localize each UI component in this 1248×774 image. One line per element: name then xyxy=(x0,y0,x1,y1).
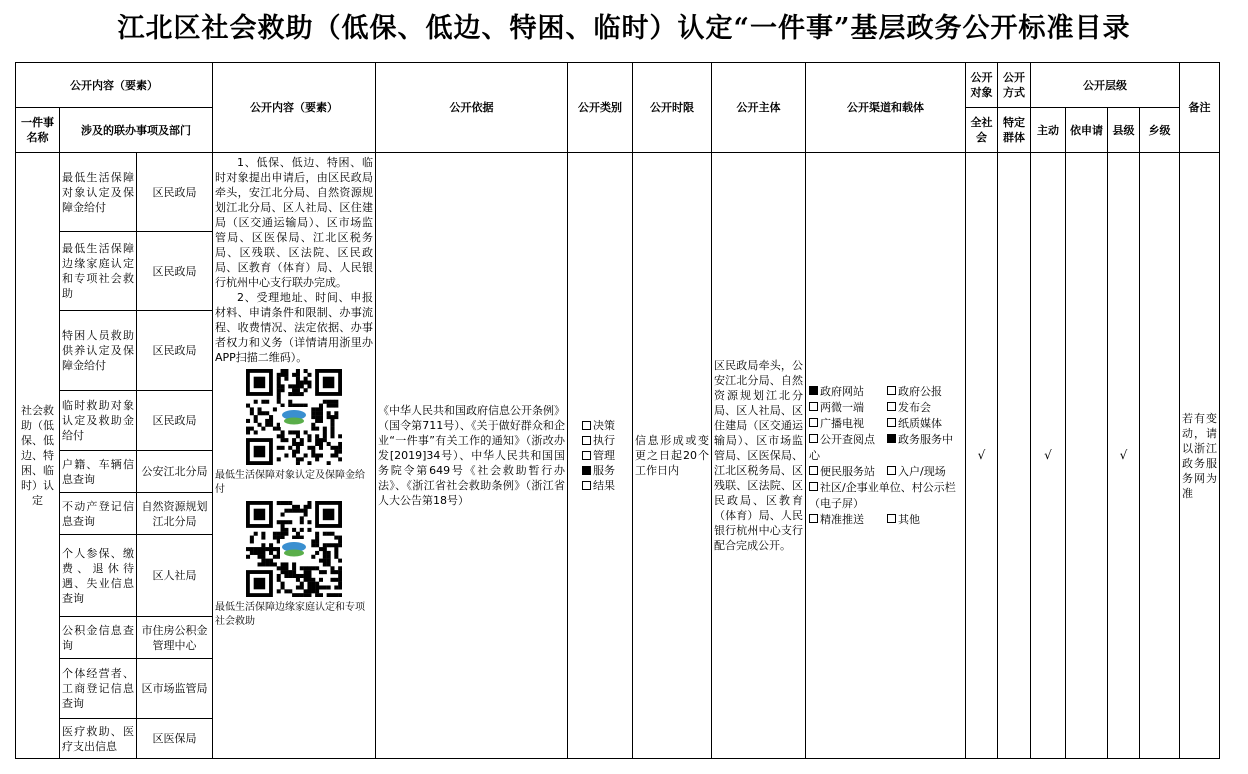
linked-item: 个体经营者、工商登记信息查询 xyxy=(60,659,137,719)
content-cell xyxy=(213,153,376,759)
header-method: 公开方式 xyxy=(998,63,1031,108)
channel-option: 其他 xyxy=(898,512,920,526)
category-label: 执行 xyxy=(593,434,615,447)
linked-dept: 区医保局 xyxy=(137,719,213,759)
linked-item: 医疗救助、医疗支出信息 xyxy=(60,719,137,759)
qr-block-1 xyxy=(215,365,373,497)
linked-dept: 自然资源规划江北分局 xyxy=(137,493,213,535)
header-target: 公开对象 xyxy=(966,63,998,108)
checkbox-icon xyxy=(809,514,818,523)
checkbox-icon xyxy=(809,418,818,427)
linked-dept: 区市场监管局 xyxy=(137,659,213,719)
linked-item: 最低生活保障边缘家庭认定和专项社会救助 xyxy=(60,232,137,311)
channel-option: 便民服务站 xyxy=(820,464,875,478)
checkbox-icon xyxy=(582,421,591,430)
channel-option: 政府公报 xyxy=(898,384,942,398)
channel-option: 纸质媒体 xyxy=(898,416,942,430)
qr-caption-2: 最低生活保障边缘家庭认定和专项社会救助 xyxy=(215,602,365,627)
header-method-group: 特定群体 xyxy=(998,108,1031,153)
qr-caption-1: 最低生活保障对象认定及保障金给付 xyxy=(215,470,365,495)
channel-option: 入户/现场 xyxy=(898,464,946,478)
linked-item: 临时救助对象认定及救助金给付 xyxy=(60,391,137,451)
category-option xyxy=(582,478,630,493)
header-level-county: 县级 xyxy=(1108,108,1140,153)
header-item-name: 一件事名称 xyxy=(16,108,60,153)
header-channels: 公开渠道和载体 xyxy=(806,63,966,153)
channels-cell xyxy=(806,153,966,759)
mark-request xyxy=(1066,153,1108,759)
linked-dept: 区民政局 xyxy=(137,391,213,451)
catalog-table xyxy=(15,62,1220,759)
category-option xyxy=(582,448,630,463)
checkbox-icon xyxy=(887,514,896,523)
channel-option: 广播电视 xyxy=(820,416,864,430)
linked-dept: 公安江北分局 xyxy=(137,451,213,493)
linked-item: 个人参保、缴费、退休待遇、失业信息查询 xyxy=(60,535,137,617)
category-label: 结果 xyxy=(593,479,615,492)
channel-option: 两微一端 xyxy=(820,400,864,414)
checkbox-icon xyxy=(582,481,591,490)
time-limit-cell: 信息形成或变更之日起20个工作日内 xyxy=(633,153,712,759)
header-content: 公开内容（要素） xyxy=(213,63,376,153)
header-remarks: 备注 xyxy=(1180,63,1220,153)
checkbox-icon xyxy=(582,436,591,445)
checkbox-icon xyxy=(809,466,818,475)
checkbox-icon xyxy=(887,418,896,427)
page-title: 江北区社会救助（低保、低边、特困、临时）认定“一件事”基层政务公开标准目录 xyxy=(117,13,1131,44)
header-level-active: 主动 xyxy=(1031,108,1066,153)
remarks-cell: 若有变动，请以浙江政务服务网为准 xyxy=(1180,153,1220,759)
mark-specific-group xyxy=(998,153,1031,759)
linked-dept: 区人社局 xyxy=(137,535,213,617)
checkbox-icon xyxy=(887,386,896,395)
channel-option: 社区/企事业单位、村公示栏（电子屏） xyxy=(809,480,956,510)
checkbox-checked-icon xyxy=(582,466,591,475)
header-category: 公开类别 xyxy=(568,63,633,153)
qr-code-icon xyxy=(246,369,342,465)
mark-county: √ xyxy=(1108,153,1140,759)
category-option xyxy=(582,418,630,433)
header-subject: 公开主体 xyxy=(712,63,806,153)
mark-all-society: √ xyxy=(966,153,998,759)
linked-dept: 区民政局 xyxy=(137,232,213,311)
channel-option: 发布会 xyxy=(898,400,931,414)
channel-option: 精准推送 xyxy=(820,512,864,526)
linked-item: 公积金信息查询 xyxy=(60,617,137,659)
checkbox-checked-icon xyxy=(887,434,896,443)
category-label: 管理 xyxy=(593,449,615,462)
category-cell xyxy=(568,153,633,759)
content-paragraph-2: 2、受理地址、时间、申报材料、申请条件和限制、办事流程、收费情况、法定依据、办事者权力和义务（详情请用浙里办APP扫描二维码）。 xyxy=(215,291,373,364)
linked-item: 特困人员救助供养认定及保障金给付 xyxy=(60,311,137,391)
header-content-group: 公开内容（要素） xyxy=(16,63,213,108)
header-basis: 公开依据 xyxy=(376,63,568,153)
category-list xyxy=(582,418,630,493)
header-level: 公开层级 xyxy=(1031,63,1180,108)
channel-option: 公开查阅点 xyxy=(820,432,875,446)
basis-cell: 《中华人民共和国政府信息公开条例》（国令第711号）、《关于做好群众和企业“一件事”有关工作的通知》（浙改办发[2019]34号）、中华人民共和国国务院令第649号《社会救助暂行办法》、《浙江省社会救助条例》（浙江省人大公告第18号） xyxy=(376,153,568,759)
checkbox-checked-icon xyxy=(809,386,818,395)
linked-dept: 区民政局 xyxy=(137,311,213,391)
linked-item: 不动产登记信息查询 xyxy=(60,493,137,535)
linked-dept: 市住房公积金管理中心 xyxy=(137,617,213,659)
category-label: 决策 xyxy=(593,419,615,432)
checkbox-icon xyxy=(809,482,818,491)
header-linked-items: 涉及的联办事项及部门 xyxy=(60,108,213,153)
linked-item: 户籍、车辆信息查询 xyxy=(60,451,137,493)
checkbox-icon xyxy=(887,466,896,475)
checkbox-icon xyxy=(887,402,896,411)
category-option xyxy=(582,463,630,478)
checkbox-icon xyxy=(582,451,591,460)
category-option xyxy=(582,433,630,448)
subject-cell: 区民政局牵头，公安江北分局、自然资源规划江北分局、区人社局、区住建局（区交通运输局）、区市场监管局、区医保局、江北区税务局、区残联、区法院、区民政局、区教育（体育）局、人民银行杭州中心支行配合完成公开。 xyxy=(712,153,806,759)
header-time-limit: 公开时限 xyxy=(633,63,712,153)
linked-item: 最低生活保障对象认定及保障金给付 xyxy=(60,153,137,232)
mark-town xyxy=(1140,153,1180,759)
qr-code-icon xyxy=(246,501,342,597)
header-level-town: 乡级 xyxy=(1140,108,1180,153)
category-label: 服务 xyxy=(593,464,615,477)
header-target-all: 全社会 xyxy=(966,108,998,153)
mark-active: √ xyxy=(1031,153,1066,759)
qr-block-2 xyxy=(215,497,373,629)
channel-option: 政府网站 xyxy=(820,384,864,398)
checkbox-icon xyxy=(809,434,818,443)
content-paragraph-1: 1、低保、低边、特困、临时对象提出申请后，由区民政局牵头，安江北分局、自然资源规划江北分局、区人社局、区住建局（区交通运输局）、区市场监管局、区医保局、江北区税务局、区残联、区法院、区民政局、区教育（体育）局、人民银行杭州中心支行联办完成。 xyxy=(215,156,373,289)
checkbox-icon xyxy=(809,402,818,411)
item-name-cell: 社会救助（低保、低边、特困、临时）认定 xyxy=(16,153,60,759)
linked-dept: 区民政局 xyxy=(137,153,213,232)
channel-option: 政务服务中心 xyxy=(809,432,953,462)
header-level-request: 依申请 xyxy=(1066,108,1108,153)
